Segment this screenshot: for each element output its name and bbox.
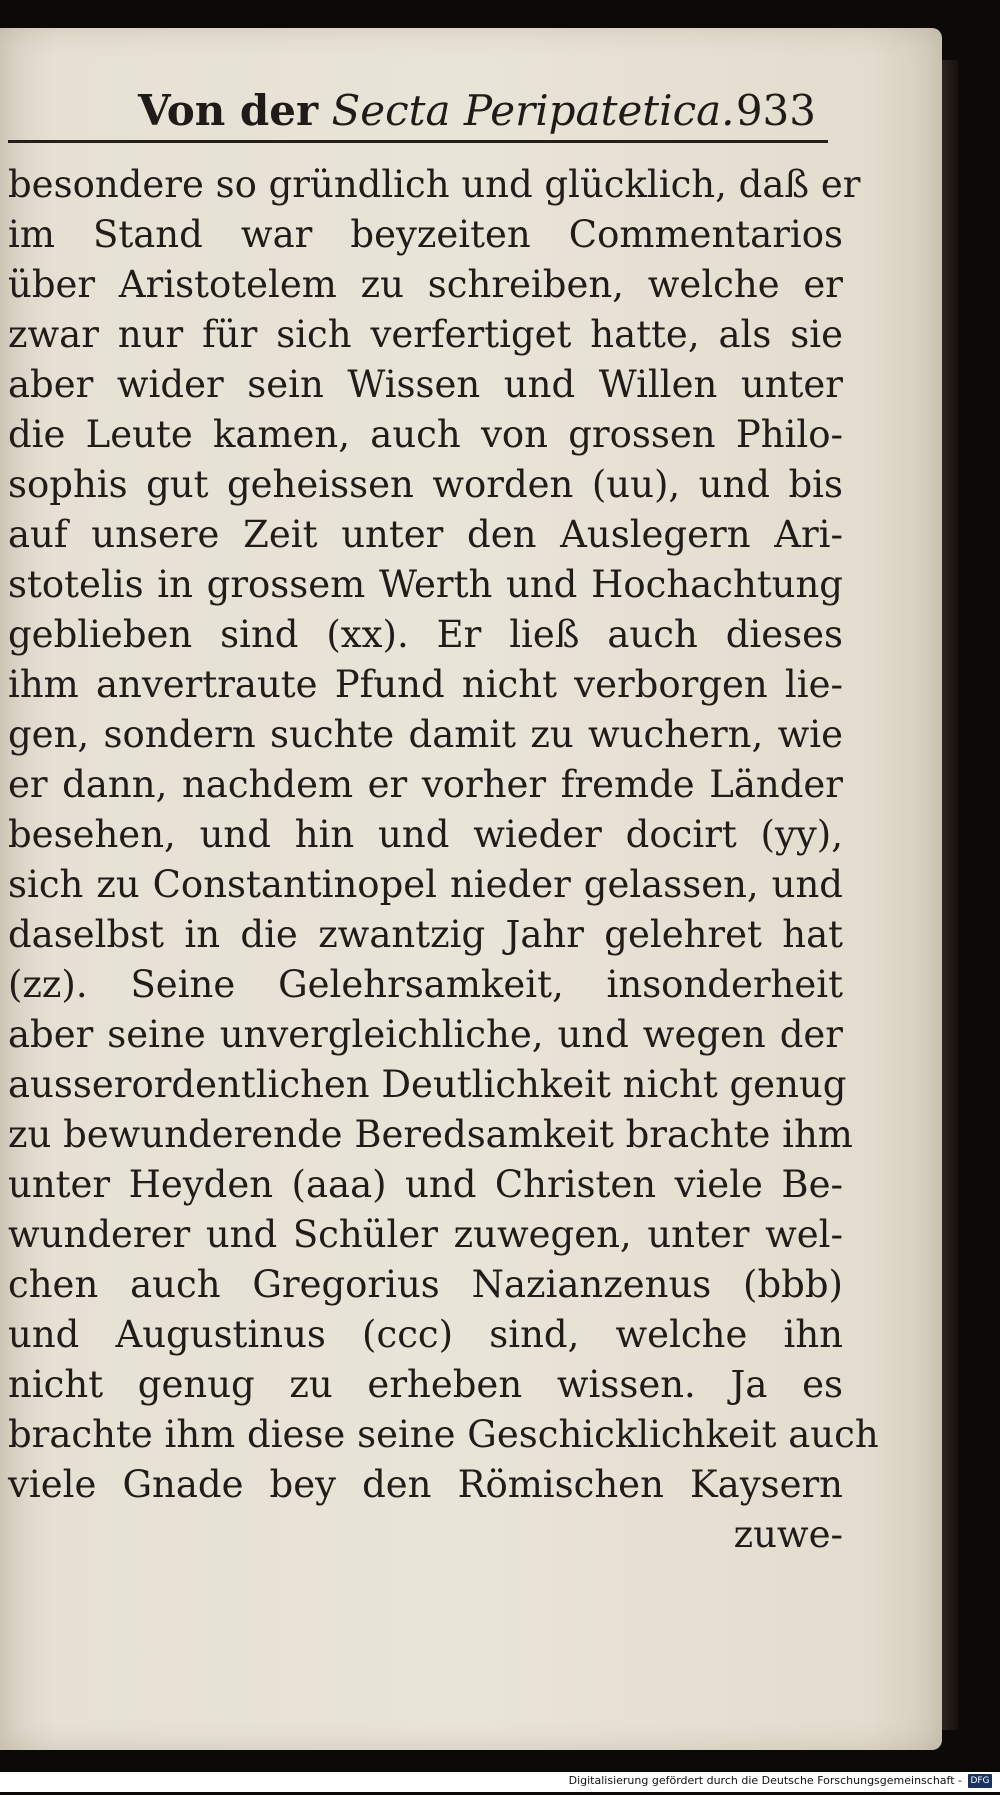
running-title bbox=[138, 80, 735, 142]
text-line: zu bewunderende Beredsamkeit brachte ihm bbox=[8, 1113, 853, 1156]
text-line: besondere so gründlich und glücklich, daß er bbox=[8, 163, 861, 206]
text-line: auf unsere Zeit unter den Auslegern Ari- bbox=[8, 513, 843, 556]
running-title-italic: Secta Peripatetica. bbox=[331, 86, 735, 135]
text-line: nicht genug zu erheben wissen. Ja es bbox=[8, 1363, 843, 1406]
text-line: chen auch Gregorius Nazianzenus (bbb) bbox=[8, 1263, 843, 1306]
running-title-lead: Von der bbox=[138, 86, 319, 135]
text-line: ihm anvertraute Pfund nicht verborgen lie- bbox=[8, 663, 843, 706]
text-line: aber seine unvergleichliche, und wegen der bbox=[8, 1013, 843, 1056]
text-line: sophis gut geheissen worden (uu), und bis bbox=[8, 463, 843, 506]
text-line: und Augustinus (ccc) sind, welche ihn bbox=[8, 1313, 843, 1356]
funding-credit: Digitalisierung gefördert durch die Deutsche Forschungsgemeinschaft - bbox=[568, 1774, 962, 1787]
text-line: im Stand war beyzeiten Commentarios bbox=[8, 213, 843, 256]
page-number: 933 bbox=[735, 86, 816, 135]
text-line: unter Heyden (aaa) und Christen viele Be- bbox=[8, 1163, 843, 1206]
text-line: wunderer und Schüler zuwegen, unter wel- bbox=[8, 1213, 843, 1256]
text-line: über Aristotelem zu schreiben, welche er bbox=[8, 263, 843, 306]
text-line: brachte ihm diese seine Geschicklichkeit auch bbox=[8, 1413, 879, 1456]
text-line: geblieben sind (xx). Er ließ auch dieses bbox=[8, 613, 843, 656]
text-line: aber wider sein Wissen und Willen unter bbox=[8, 363, 843, 406]
text-line: gen, sondern suchte damit zu wuchern, wie bbox=[8, 713, 843, 756]
running-header bbox=[138, 80, 838, 142]
text-line: besehen, und hin und wieder docirt (yy), bbox=[8, 813, 843, 856]
text-line: viele Gnade bey den Römischen Kaysern bbox=[8, 1463, 843, 1506]
text-line: zwar nur für sich verfertiget hatte, als sie bbox=[8, 313, 843, 356]
text-line: sich zu Constantinopel nieder gelassen, und bbox=[8, 863, 843, 906]
text-line: stotelis in grossem Werth und Hochachtung bbox=[8, 563, 843, 606]
text-line: die Leute kamen, auch von grossen Philo- bbox=[8, 413, 843, 456]
body-text bbox=[8, 160, 879, 1560]
text-line: (zz). Seine Gelehrsamkeit, insonderheit bbox=[8, 963, 843, 1006]
text-line: ausserordentlichen Deutlichkeit nicht genug bbox=[8, 1063, 847, 1106]
digitization-footer bbox=[0, 1772, 1000, 1792]
book-edge bbox=[942, 60, 958, 1730]
text-line: er dann, nachdem er vorher fremde Länder bbox=[8, 763, 843, 806]
header-rule bbox=[8, 140, 828, 143]
catchword: zuwe- bbox=[733, 1513, 843, 1556]
dfg-logo: DFG bbox=[968, 1774, 992, 1788]
text-line: daselbst in die zwantzig Jahr gelehret hat bbox=[8, 913, 843, 956]
